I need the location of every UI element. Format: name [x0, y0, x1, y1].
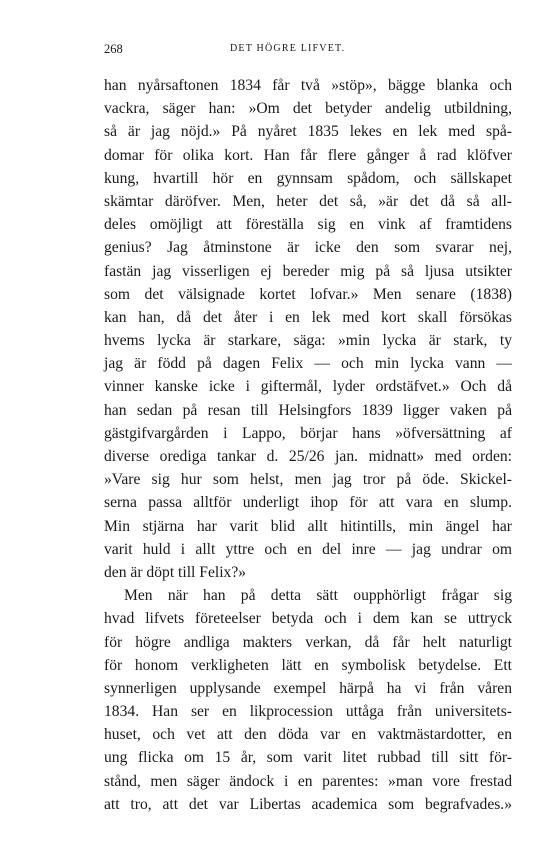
text-line: deles omöjligt att föreställa sig en vink af framtidens: [104, 216, 512, 234]
text-line: Min stjärna har varit blid allt hitintills, min ängel har: [104, 517, 512, 535]
body-text: [104, 74, 512, 816]
text-line: hvad lifvets företeelser betyda och i dem kan se uttryck: [104, 610, 512, 628]
text-line: synnerligen upplysande exempel härpå ha vi från våren: [104, 679, 512, 697]
text-line: kan han, då det åter i en lek med kort skall försökas: [104, 308, 512, 326]
text-line: 1834. Han ser en likprocession uttåga från universitets-: [104, 703, 512, 721]
text-line: den är döpt till Felix?»: [104, 563, 247, 581]
text-line: domar för olika kort. Han får flere gånger å rad klöfver: [104, 146, 512, 164]
text-line: diverse orediga tankar d. 25/26 jan. midnatt» med orden:: [104, 448, 512, 465]
text-line: som det välsignade kortet lofvar.» Men senare (1838): [104, 285, 512, 303]
text-line: kung, hvartill hör en gynnsam spådom, och sällskapet: [104, 169, 512, 187]
text-line: så är jag nöjd.» På nyåret 1835 lekes en lek med spå-: [104, 123, 512, 141]
text-line: skämtar däröfver. Men, heter det så, »är det då så all-: [104, 192, 512, 210]
text-line: vackra, säger han: »Om det betyder andelig utbildning,: [104, 100, 512, 118]
page-header: [104, 41, 512, 57]
paragraph-first-line: Men när han på detta sätt oupphörligt frågar sig: [124, 587, 512, 605]
text-line: fastän jag visserligen ej bereder mig på så ljusa utsikter: [104, 262, 512, 280]
page-number: 268: [104, 42, 123, 56]
text-line: vinner kanske icke i giftermål, lyder ordstäfvet.» Och då: [104, 378, 512, 396]
text-line: genius? Jag åtminstone är icke den som svarar nej,: [104, 239, 512, 257]
text-line: ung flicka om 15 år, som varit litet rubbad till sitt för-: [104, 749, 512, 767]
text-line: »Vare sig hur som helst, men jag tror på öde. Skickel-: [104, 471, 512, 489]
text-line: för honom verkligheten lätt en symbolisk betydelse. Ett: [104, 656, 512, 674]
text-line: gästgifvargården i Lappo, börjar hans »öfversättning af: [104, 424, 512, 442]
text-line: jag är född på dagen Felix — och min lycka vann —: [104, 355, 512, 373]
text-line: huset, och vet att den döda var en vaktmästardotter, en: [104, 726, 512, 744]
running-head: DET HÖGRE LIFVET.: [230, 43, 346, 54]
text-line: han nyårsaftonen 1834 får två »stöp», bägge blanka och: [104, 77, 512, 94]
text-line: han sedan på resan till Helsingfors 1839 ligger vaken på: [104, 401, 512, 419]
text-line: stånd, men säger ändock i en parentes: »man vore frestad: [104, 772, 512, 790]
text-line: hvems lycka är starkare, säga: »min lycka är stark, ty: [104, 332, 512, 350]
text-line: att tro, att det var Libertas academica som begrafvades.»: [104, 795, 512, 813]
text-line: serna passa alltför underligt ihop för att vara en slump.: [104, 494, 512, 512]
text-line: för högre andliga makters verkan, då får helt naturligt: [104, 633, 512, 651]
text-line: varit huld i allt yttre och en del inre — jag undrar om: [104, 540, 512, 558]
